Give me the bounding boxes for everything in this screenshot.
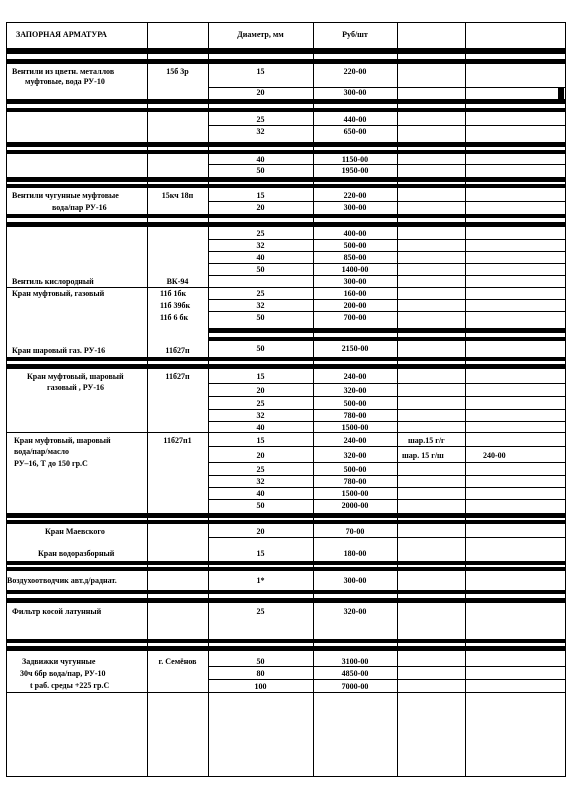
price: 700-00 — [343, 313, 367, 322]
diameter: 50 — [256, 313, 265, 322]
item-code: ВК-94 — [166, 277, 189, 286]
row-line — [208, 421, 566, 422]
item-name: Вентиль кислородный — [12, 277, 94, 286]
item-name: газовый , РУ-16 — [47, 383, 104, 392]
row-line — [208, 487, 566, 488]
row-line — [208, 201, 566, 202]
separator-bar — [6, 59, 566, 64]
diameter: 15 — [256, 436, 265, 445]
price: 500-00 — [343, 465, 367, 474]
price: 220-00 — [343, 191, 367, 200]
item-code: г. Семёнов — [158, 657, 197, 666]
row-line — [208, 679, 566, 680]
price: 70-00 — [345, 527, 365, 536]
separator-bar — [6, 184, 566, 188]
item-code: 11б27п1 — [163, 436, 192, 445]
item-code: 11б 39бк — [160, 301, 191, 310]
diameter: 25 — [256, 115, 265, 124]
price: 1500-00 — [341, 489, 369, 498]
separator-bar — [6, 646, 566, 651]
separator-bar — [6, 561, 566, 565]
row-line — [208, 383, 566, 384]
price: 300-00 — [343, 576, 367, 585]
diameter: 25 — [256, 465, 265, 474]
row-line — [6, 692, 566, 693]
col-divider — [465, 22, 466, 777]
item-name: РУ–16, Т до 150 гр.С — [14, 459, 88, 468]
diameter: 50 — [256, 166, 265, 175]
price: 1150-00 — [341, 155, 369, 164]
item-name: Вентили из цветн. металлов — [12, 67, 115, 76]
price: 2000-00 — [341, 501, 369, 510]
diameter: 25 — [256, 607, 265, 616]
variant-label: шар.15 г/г — [408, 436, 445, 445]
row-line — [208, 251, 566, 252]
row-line — [6, 287, 566, 288]
separator-bar — [6, 150, 566, 154]
price: 1400-00 — [341, 265, 369, 274]
separator-bar — [6, 142, 566, 147]
item-name: Кран муфтовый, шаровый — [27, 372, 124, 381]
price: 780-00 — [343, 411, 367, 420]
separator-bar — [6, 513, 566, 518]
header-price: Руб/шт — [342, 30, 368, 39]
diameter: 32 — [256, 301, 265, 310]
row-line — [208, 499, 566, 500]
price: 240-00 — [343, 372, 367, 381]
price: 500-00 — [343, 399, 367, 408]
diameter: 25 — [256, 289, 265, 298]
item-name: Задвижки чугунные — [22, 657, 96, 666]
diameter: 50 — [256, 265, 265, 274]
diameter: 15 — [256, 549, 265, 558]
diameter: 20 — [256, 451, 265, 460]
separator-bar — [208, 337, 566, 341]
item-code: 15кч 18п — [161, 191, 194, 200]
item-code: 15б 3р — [166, 67, 189, 76]
cell-marker — [558, 87, 564, 100]
diameter: 100 — [254, 682, 267, 691]
diameter: 15 — [256, 67, 265, 76]
row-line — [208, 537, 566, 538]
price: 500-00 — [343, 241, 367, 250]
diameter: 15 — [256, 191, 265, 200]
item-name: Воздухоотводчик авт.д/раднат. — [7, 576, 117, 585]
diameter: 80 — [256, 669, 265, 678]
price: 300-00 — [343, 277, 367, 286]
price: 160-00 — [343, 289, 367, 298]
price: 650-00 — [343, 127, 367, 136]
price: 440-00 — [343, 115, 367, 124]
item-code: 11б27п — [165, 346, 190, 355]
price: 4850-00 — [341, 669, 369, 678]
item-name: t раб. среды +225 гр.С — [30, 681, 110, 690]
separator-bar — [6, 214, 566, 218]
item-code: 11б27п — [165, 372, 190, 381]
separator-bar — [208, 328, 566, 333]
diameter: 40 — [256, 253, 265, 262]
diameter: 20 — [256, 527, 265, 536]
item-name: 30ч 6бр вода/пар, РУ-10 — [20, 669, 106, 678]
diameter: 40 — [256, 489, 265, 498]
price: 240-00 — [343, 436, 367, 445]
price: 2150-00 — [341, 344, 369, 353]
diameter: 50 — [256, 501, 265, 510]
diameter: 20 — [256, 203, 265, 212]
diameter: 20 — [256, 386, 265, 395]
item-name: Кран шаровый газ. РУ-16 — [12, 346, 106, 355]
item-name: Кран водоразборный — [38, 549, 115, 558]
price: 1950-00 — [341, 166, 369, 175]
separator-bar — [6, 520, 566, 524]
variant-label: шар. 15 г/ш — [402, 451, 444, 460]
separator-bar — [6, 49, 566, 54]
row-line — [208, 311, 566, 312]
row-line — [208, 239, 566, 240]
price: 780-00 — [343, 477, 367, 486]
row-line — [6, 48, 566, 49]
row-line — [208, 275, 566, 276]
diameter: 32 — [256, 127, 265, 136]
separator-bar — [6, 364, 566, 369]
separator-bar — [6, 222, 566, 227]
row-line — [208, 396, 566, 397]
item-name: муфтовые, вода РУ-10 — [25, 77, 105, 86]
price: 320-00 — [343, 386, 367, 395]
diameter: 32 — [256, 477, 265, 486]
item-name: вода/пар РУ-16 — [52, 203, 107, 212]
diameter: 40 — [256, 155, 265, 164]
item-code: 11б 6 бк — [160, 313, 189, 322]
item-name: Вентили чугунные муфтовые — [12, 191, 119, 200]
diameter: 1* — [256, 576, 265, 585]
diameter: 32 — [256, 241, 265, 250]
diameter: 32 — [256, 411, 265, 420]
separator-bar — [6, 590, 566, 594]
item-name: Кран муфтовый, шаровый — [14, 436, 111, 445]
header-title: ЗАПОРНАЯ АРМАТУРА — [16, 30, 107, 39]
diameter: 15 — [256, 372, 265, 381]
item-name: вода/пар/масло — [14, 447, 70, 456]
variant-price: 240-00 — [483, 451, 506, 460]
diameter: 25 — [256, 229, 265, 238]
header-diameter: Диаметр, мм — [237, 30, 284, 39]
row-line — [208, 125, 566, 126]
diameter: 50 — [256, 657, 265, 666]
row-line — [208, 462, 566, 463]
diameter: 20 — [256, 88, 265, 97]
col-divider — [397, 22, 398, 777]
separator-bar — [6, 99, 566, 104]
price: 320-00 — [343, 607, 367, 616]
separator-bar — [6, 357, 566, 361]
price: 400-00 — [343, 229, 367, 238]
item-code: 11б 1бк — [160, 289, 187, 298]
item-name: Кран муфтовый, газовый — [12, 289, 105, 298]
separator-bar — [6, 639, 566, 643]
price: 300-00 — [343, 203, 367, 212]
row-line — [208, 299, 566, 300]
diameter: 40 — [256, 423, 265, 432]
row-line — [208, 446, 566, 447]
price: 220-00 — [343, 67, 367, 76]
item-name: Кран Маевского — [45, 527, 105, 536]
price: 180-00 — [343, 549, 367, 558]
row-line — [208, 409, 566, 410]
price: 3100-00 — [341, 657, 369, 666]
price: 300-00 — [343, 88, 367, 97]
price: 850-00 — [343, 253, 367, 262]
separator-bar — [6, 567, 566, 571]
separator-bar — [6, 598, 566, 603]
separator-bar — [6, 108, 566, 112]
item-name: Фильтр косой латунный — [12, 607, 102, 616]
row-line — [208, 475, 566, 476]
price: 200-00 — [343, 301, 367, 310]
separator-bar — [6, 177, 566, 182]
price: 320-00 — [343, 451, 367, 460]
diameter: 25 — [256, 399, 265, 408]
diameter: 50 — [256, 344, 265, 353]
row-line — [208, 263, 566, 264]
price: 7000-00 — [341, 682, 369, 691]
price: 1500-00 — [341, 423, 369, 432]
